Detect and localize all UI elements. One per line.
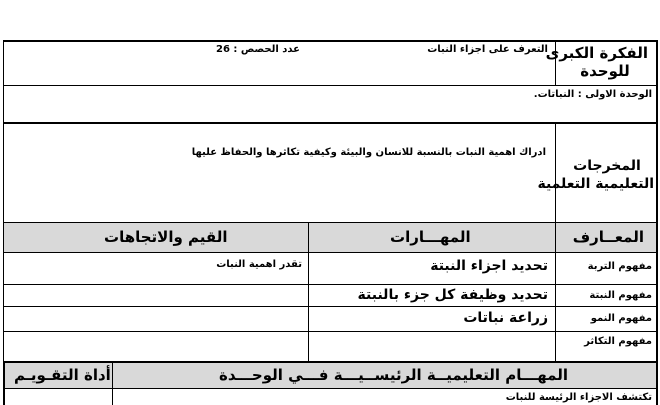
big-idea-value: التعرف على اجزاء النبات xyxy=(427,44,548,55)
outcomes-label-line1: المخرجات xyxy=(573,158,641,174)
row2-knowledge: مفهوم النبتة xyxy=(589,290,652,301)
tasks-header: المهـــام التعليميــة الرئيســيـــة فـــي الوحـــدة xyxy=(218,366,568,384)
outcomes-label xyxy=(537,157,654,193)
first-task: تكتشف الاجزاء الرئيسة للنبات xyxy=(505,392,652,403)
row4-knowledge: مفهوم التكاثر xyxy=(584,336,652,347)
header-values: القيم والاتجاهات xyxy=(104,228,228,246)
unit-line: الوحدة الاولى : النباتات. xyxy=(533,89,652,100)
row1-values: تقدر اهمية النبات xyxy=(216,259,302,270)
header-knowledge: المعــارف xyxy=(572,228,644,246)
outcomes-label-line2: التعليمية التعلمية xyxy=(537,176,654,192)
big-idea-label xyxy=(545,44,648,80)
big-idea-label-line1: الفكرة الكبرى xyxy=(545,44,648,62)
row1-skills: تحديد اجزاء النبتة xyxy=(430,258,548,274)
outcomes-text: ادراك اهمية النبات بالنسبة للانسان والبيئة وكيفية تكاثرها والحفاظ عليها xyxy=(191,147,546,158)
assessment-header: أداة التقـويـم xyxy=(14,366,111,384)
periods-count: عدد الحصص : 26 xyxy=(216,44,300,55)
row2-skills: تحديد وظيفة كل جزء بالنبتة xyxy=(357,287,548,303)
row1-knowledge: مفهوم التربة xyxy=(587,261,652,272)
row3-skills: زراعة نباتات xyxy=(463,310,548,326)
header-skills: المهـــارات xyxy=(390,228,471,246)
big-idea-label-line2: للوحدة xyxy=(580,62,630,80)
row3-knowledge: مفهوم النمو xyxy=(590,313,652,324)
